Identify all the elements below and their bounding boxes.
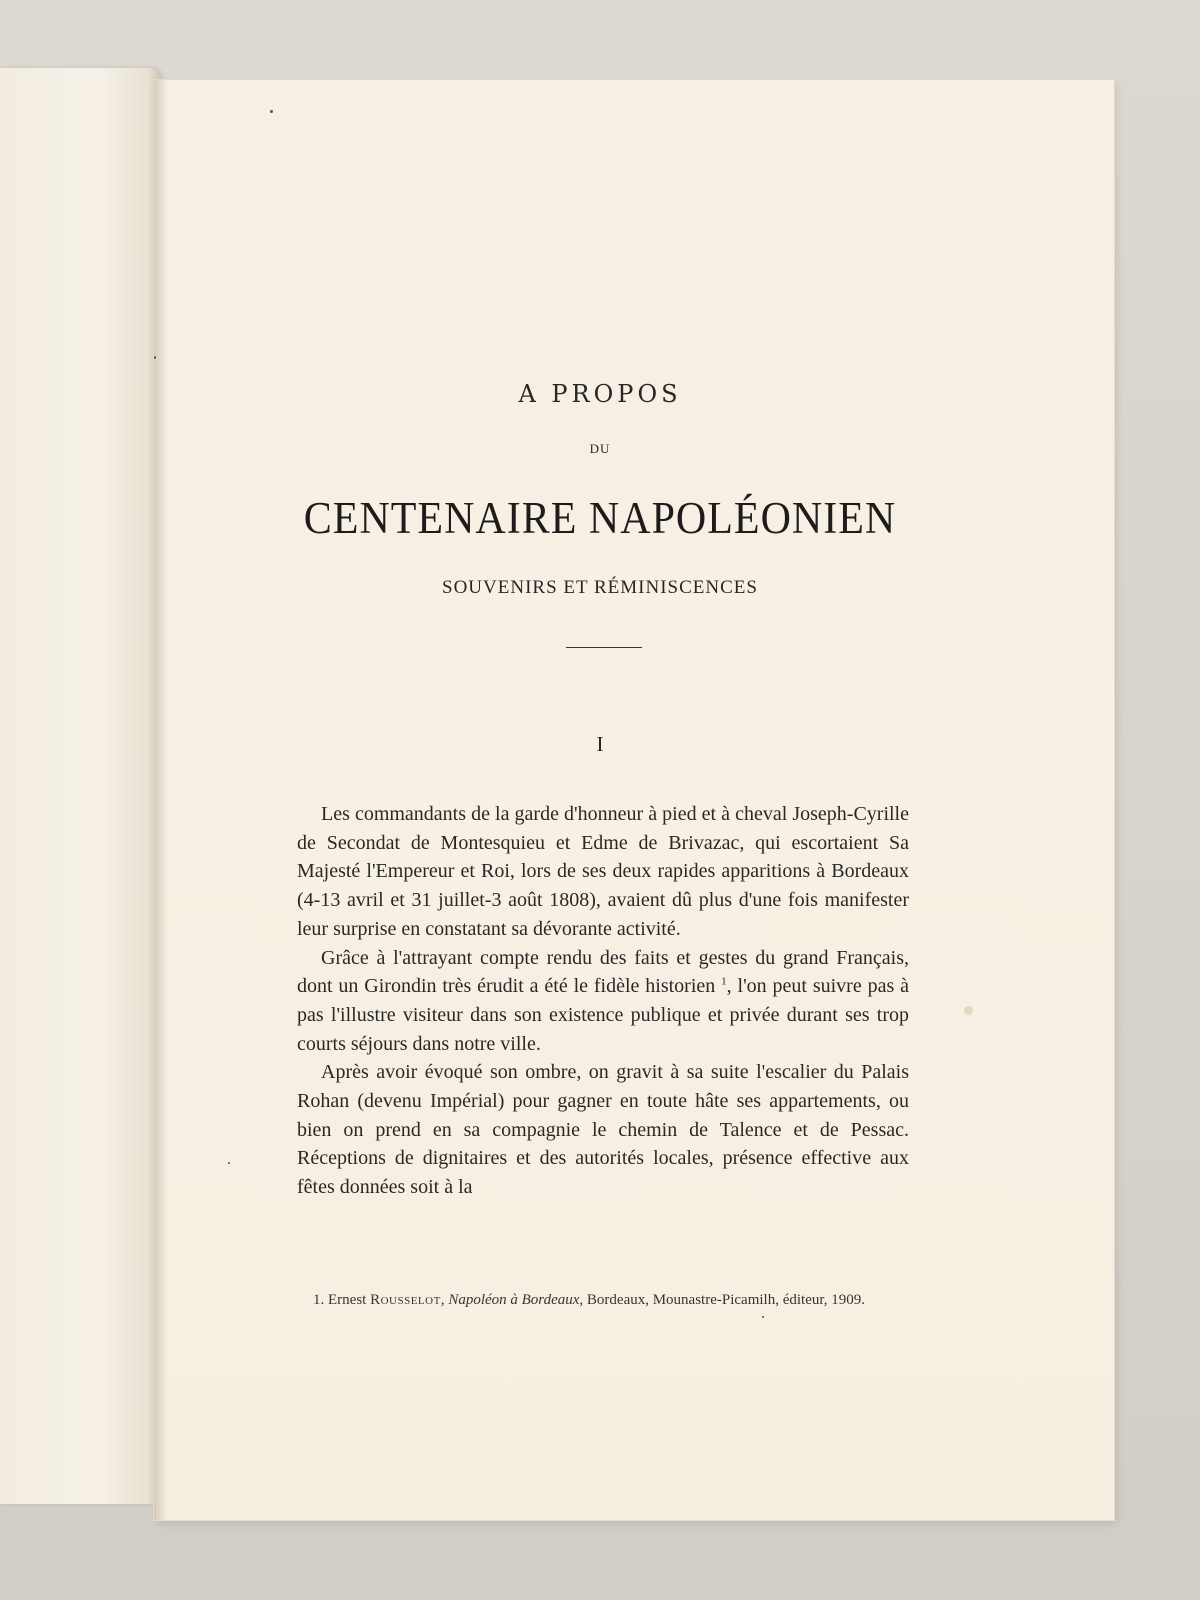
section-numeral: I [596,732,604,756]
title-connector: DU [589,441,611,456]
title-kicker: A PROPOS [518,380,682,408]
paragraph-2-end: , l'on peut suivre pas à pas l'illustre visiteur dans son existence publique et privée durant ses trop courts séjours dans notre ville. [297,975,909,1055]
footnote-rest: , Bordeaux, Mounastre-Picamilh, éditeur, 1909. [579,1292,865,1308]
footnote-marker: 1 [721,975,727,988]
paragraph-3: Après avoir évoqué son ombre, on gravit à sa suite l'escalier du Palais Rohan (devenu Impérial) pour gagner en toute hâte ses appartements, ou bien on prend en sa compagnie le chemin de Talence et de Pessac. Réceptions de dignitaires et des autorités locales, présence effective aux fêtes données soit à la [297,1061,909,1199]
footnote-author-first: Ernest [328,1292,367,1308]
footnote: 1. Ernest Rousselot, Napoléon à Bordeaux, Bordeaux, Mounastre-Picamilh, éditeur, 1909. [313,1292,865,1308]
paragraph-2 [297,944,909,1059]
left-page [0,68,160,1504]
paper-speck [762,1316,764,1318]
footnote-work: Napoléon à Bordeaux [448,1292,580,1308]
paragraph-2-start: Grâce à l'attrayant compte rendu des faits et gestes du grand Français, dont un Girondin très érudit a été le fidèle historien [297,946,909,998]
paragraph-1: Les commandants de la garde d'honneur à pied et à cheval Joseph-Cyrille de Secondat de Montesquieu et Edme de Brivazac, qui escortaient Sa Majesté l'Empereur et Roi, lors de ses deux rapides apparitions à Bordeaux (4-13 avril et 31 juillet-3 août 1808), avaient dû plus d'une fois manifester leur surprise en constatant sa dévorante activité. [297,803,909,940]
paper-speck [964,1006,973,1015]
footnote-author-last: Rousselot [370,1292,441,1308]
page-subtitle: SOUVENIRS ET RÉMINISCENCES [442,577,758,598]
page-title: CENTENAIRE NAPOLÉONIEN [303,494,897,544]
paper-speck [228,1162,230,1164]
footnote-number: 1. [313,1292,325,1308]
gutter-shadow [154,80,168,1520]
paper-speck [154,356,156,359]
body-text [297,800,909,1202]
paper-speck [270,110,273,113]
title-divider [566,647,642,648]
